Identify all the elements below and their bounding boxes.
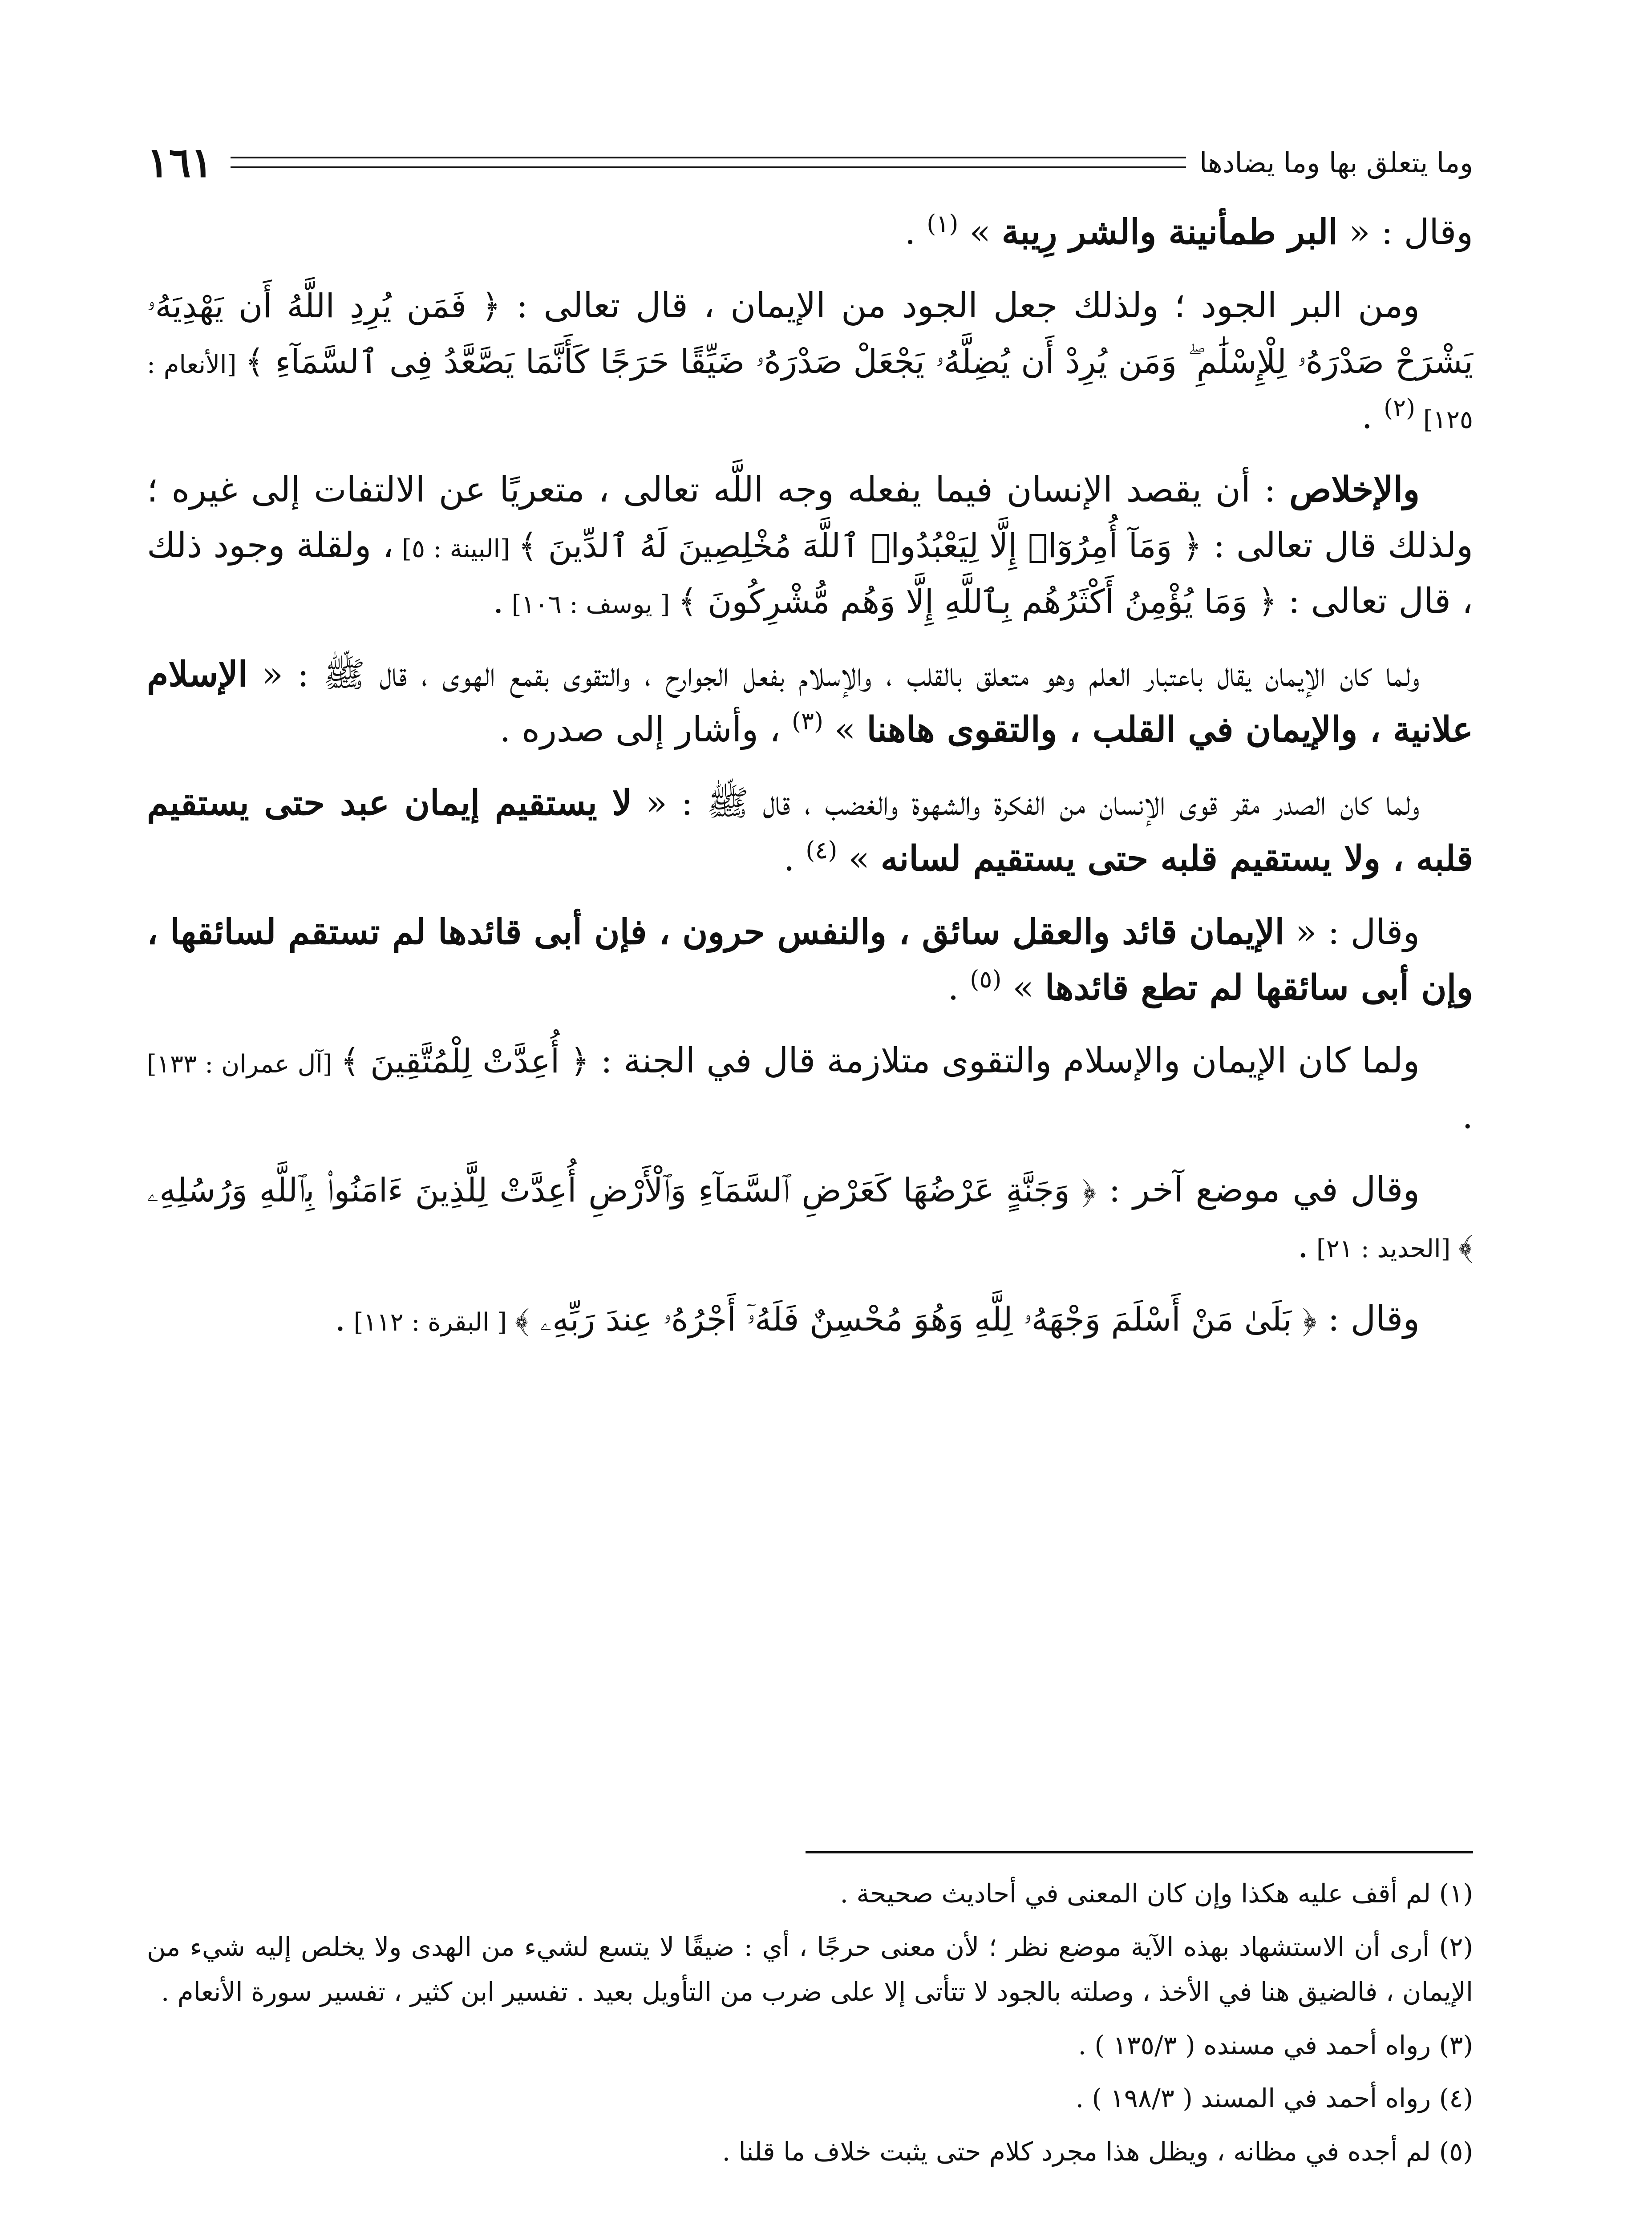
hadith-quote: البر طمأنينة والشر رِيبة xyxy=(1001,212,1338,252)
footnote-text: أرى أن الاستشهاد بهذه الآية موضع نظر ؛ لأن معنى حرجًا ، أي : ضيقًا لا يتسع لشيء من الهدى ولا يخلص إليه شيء من الإيمان ، فالضيق هنا في الأخذ ، وصلته بالجود لا تتأتى إلا على ضرب من التأويل بعيد . تفسير ابن كثير ، تفسير سورة الأنعام . xyxy=(147,1931,1473,2007)
paragraph-8 xyxy=(147,1162,1473,1274)
footnote xyxy=(147,2023,1473,2068)
paragraph-5 xyxy=(147,776,1473,887)
paragraph-text: . xyxy=(904,212,927,252)
footnote-marker: (٣) xyxy=(791,707,824,736)
paragraph-4 xyxy=(147,647,1473,758)
verse-reference: [البينة : ٥] xyxy=(393,534,518,563)
footnote-number: (١) xyxy=(1439,1878,1473,1909)
quran-verse: ﴿ وَمَآ أُمِرُوٓا۟ إِلَّا لِيَعْبُدُوا۟ ٱللَّهَ مُخْلِصِينَ لَهُ ٱلدِّينَ ﴾ xyxy=(518,526,1202,565)
main-text xyxy=(147,205,1473,1347)
paragraph-text: » xyxy=(958,212,1002,252)
paragraph-text: ولما كان الإيمان يقال باعتبار العلم وهو متعلق بالقلب ، والإسلام بفعل الجوارح ، والتقوى بقمع الهوى ، قال ﷺ : « xyxy=(247,654,1420,695)
verse-reference: [آل عمران : ١٣٣] xyxy=(147,1050,340,1079)
running-title: وما يتعلق بها وما يضادها xyxy=(1199,146,1473,179)
quran-verse: ﴿ أُعِدَّتْ لِلْمُتَّقِينَ ﴾ xyxy=(340,1042,590,1081)
quran-verse: ﴿ وَمَا يُؤْمِنُ أَكْثَرُهُم بِٱللَّهِ إِلَّا وَهُم مُّشْرِكُونَ ﴾ xyxy=(678,582,1277,621)
footnotes-section xyxy=(147,1851,1473,2182)
page-header xyxy=(147,134,1473,191)
paragraph-text: » xyxy=(823,710,867,750)
paragraph-text: وقال : « xyxy=(1338,212,1473,252)
paragraph-text: . xyxy=(335,1299,346,1339)
paragraph-text: ، وأشار إلى صدره . xyxy=(499,710,792,750)
footnote-number: (٣) xyxy=(1439,2030,1473,2060)
paragraph-2 xyxy=(147,278,1473,445)
footnote xyxy=(147,2076,1473,2121)
paragraph-text: . xyxy=(783,838,806,879)
paragraph-text: . xyxy=(1297,1225,1309,1266)
footnote xyxy=(147,1871,1473,1917)
paragraph-9 xyxy=(147,1291,1473,1347)
footnote-text: لم أجده في مظانه ، ويظل هذا مجرد كلام حتى يثبت خلاف ما قلنا . xyxy=(722,2136,1431,2167)
paragraph-text: وقال : « xyxy=(1284,912,1420,952)
paragraph-text: ، ولقلة وجود ذلك ، قال تعالى : xyxy=(147,525,1473,621)
footnote-number: (٤) xyxy=(1439,2083,1473,2113)
header-rule xyxy=(231,157,1186,168)
paragraph-text: ومن البر الجود ؛ ولذلك جعل الجود من الإيمان ، قال تعالى : xyxy=(501,285,1420,326)
footnote-text: لم أقف عليه هكذا وإن كان المعنى في أحاديث صحيحة . xyxy=(840,1878,1431,1909)
paragraph-1 xyxy=(147,205,1473,260)
verse-reference: [ البقرة : ١١٢] xyxy=(345,1307,515,1337)
hadith-quote: الإسلام علانية ، والإيمان في القلب ، والتقوى هاهنا xyxy=(147,654,1473,750)
quran-verse: ﴿ بَلَىٰ مَنْ أَسْلَمَ وَجْهَهُۥ لِلَّهِ وَهُوَ مُحْسِنٌ فَلَهُۥٓ أَجْرُهُۥ عِندَ رَبِّهِۦ ﴾ xyxy=(514,1300,1317,1339)
paragraph-6 xyxy=(147,905,1473,1016)
quran-verse: ﴿ فَمَن يُرِدِ اللَّهُ أَن يَهْدِيَهُۥ يَشْرَحْ صَدْرَهُۥ لِلْإِسْلَٰمِ ۖ وَمَن يُرِدْ أَن يُضِلَّهُۥ يَجْعَلْ صَدْرَهُۥ ضَيِّقًا حَرَجًا كَأَنَّمَا يَصَّعَّدُ فِى ٱلسَّمَآءِ ﴾ xyxy=(147,287,1473,381)
paragraph-text: وقال في موضع آخر : xyxy=(1096,1169,1420,1210)
paragraph-text: وقال : xyxy=(1316,1299,1420,1339)
footnote-marker: (٤) xyxy=(806,836,838,864)
footnote xyxy=(147,2129,1473,2175)
footnote-marker: (٢) xyxy=(1383,394,1416,422)
footnote-separator xyxy=(806,1851,1473,1853)
quran-verse: ﴿ وَجَنَّةٍ عَرْضُهَا كَعَرْضِ ٱلسَّمَآءِ وَٱلْأَرْضِ أُعِدَّتْ لِلَّذِينَ ءَامَنُوا۟ بِٱللَّهِ وَرُسُلِهِۦ ﴾ xyxy=(147,1171,1473,1265)
footnote-text: رواه أحمد في المسند ( ١٩٨/٣ ) . xyxy=(1075,2083,1431,2113)
paragraph-text: ولما كان الصدر مقر قوى الإنسان من الفكرة والشهوة والغضب ، قال ﷺ : « xyxy=(632,783,1420,824)
paragraph-text: . xyxy=(1462,1096,1473,1137)
paragraph-text: » xyxy=(1001,967,1045,1008)
footnote-marker: (٥) xyxy=(970,965,1002,993)
hadith-quote: لا يستقيم إيمان عبد حتى يستقيم قلبه ، ولا يستقيم قلبه حتى يستقيم لسانه xyxy=(147,783,1473,879)
paragraph-text: . xyxy=(493,581,504,621)
paragraph-text: ولما كان الإيمان والإسلام والتقوى متلازمة قال في الجنة : xyxy=(589,1041,1420,1081)
footnote-marker: (١) xyxy=(927,210,959,238)
verse-reference: [الحديد : ٢١] xyxy=(1308,1234,1459,1263)
paragraph-text: . xyxy=(947,967,970,1008)
paragraph-text: : أن يقصد الإنسان فيما يفعله وجه اللَّه تعالى ، متعريًا عن الالتفات إلى غيره ؛ ولذلك قال تعالى : xyxy=(147,470,1473,566)
paragraph-3 xyxy=(147,462,1473,629)
footnote-text: رواه أحمد في مسنده ( ١٣٥/٣ ) . xyxy=(1078,2030,1431,2060)
paragraph-text: . xyxy=(1361,396,1384,437)
paragraph-text: » xyxy=(837,838,881,879)
footnote-number: (٢) xyxy=(1439,1931,1474,1962)
page-number: ١٦١ xyxy=(147,138,213,186)
paragraph-7 xyxy=(147,1033,1473,1145)
footnote-number: (٥) xyxy=(1439,2136,1473,2167)
verse-reference: [الأنعام : ١٢٥] xyxy=(147,350,1473,435)
hadith-quote: الإيمان قائد والعقل سائق ، والنفس حرون ، فإن أبى قائدها لم تستقم لسائقها ، وإن أبى سائقها لم تطع قائدها xyxy=(147,911,1473,1008)
footnote xyxy=(147,1925,1473,2015)
book-page xyxy=(147,134,1473,2225)
verse-reference: [ يوسف : ١٠٦] xyxy=(503,590,678,619)
term-heading: والإخلاص xyxy=(1289,469,1420,510)
